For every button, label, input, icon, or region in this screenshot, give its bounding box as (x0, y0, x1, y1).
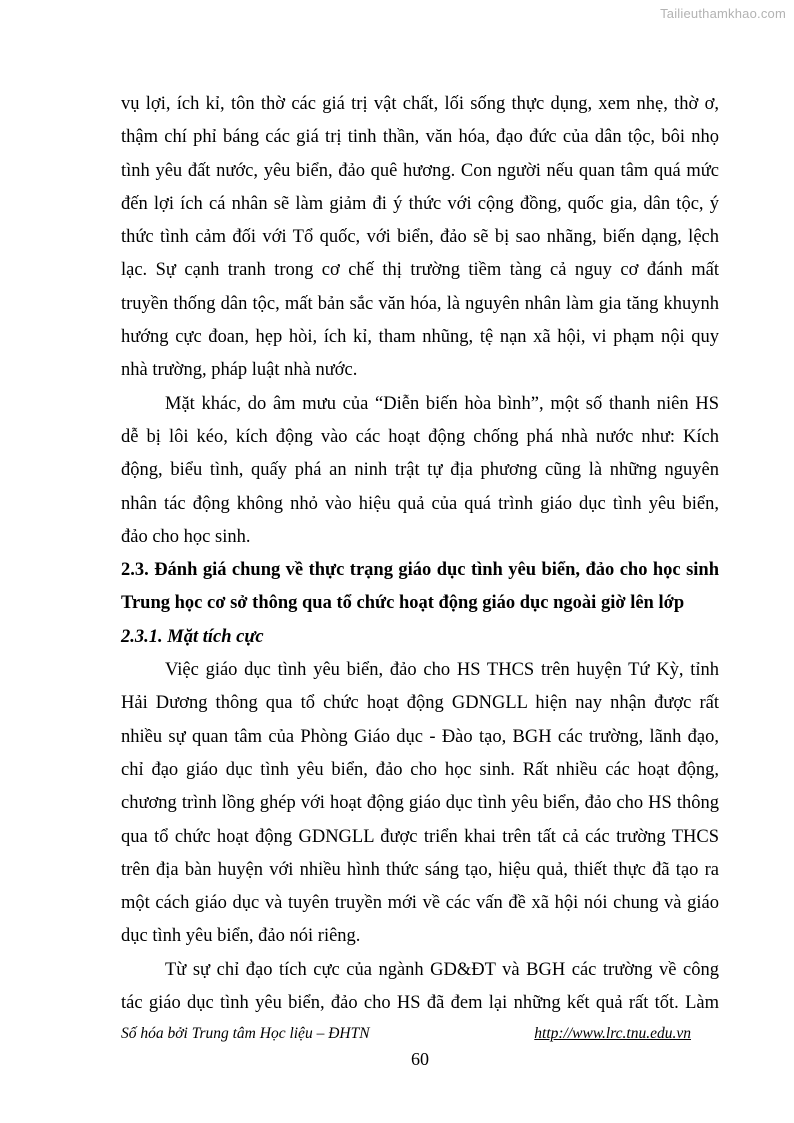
heading-line: 2.3. Đánh giá chung về thực trạng giáo dục tình yêu biển, đảo cho học sinh (121, 560, 719, 581)
text-line: tình yêu đất nước, yêu biển, đảo quê hương. Con người nếu quan tâm quá mức (121, 160, 719, 181)
text-line: dễ bị lôi kéo, kích động vào các hoạt động chống phá nhà nước như: Kích (121, 426, 719, 447)
text-line: tác giáo dục tình yêu biển, đảo cho HS đã đem lại những kết quả rất tốt. Làm (121, 993, 719, 1014)
watermark: Tailieuthamkhao.com (660, 6, 786, 21)
text-line: Việc giáo dục tình yêu biển, đảo cho HS THCS trên huyện Tứ Kỳ, tỉnh (165, 660, 719, 681)
text-line: chương trình lồng ghép với hoạt động giáo dục tình yêu biển, đảo cho HS thông (121, 793, 719, 814)
paragraph (121, 388, 719, 554)
paragraph (121, 654, 719, 954)
text-line: Hải Dương thông qua tổ chức hoạt động GDNGLL hiện nay nhận được rất (121, 693, 719, 714)
text-line: động, biểu tình, quấy phá an ninh trật tự địa phương cũng là những nguyên (121, 460, 719, 481)
text-line: nhân tác động không nhỏ vào hiệu quả của quá trình giáo dục tình yêu biển, (121, 493, 719, 514)
text-line: một cách giáo dục và tuyên truyền mới về các vấn đề xã hội nói chung và giáo (121, 893, 719, 914)
text-line: Từ sự chỉ đạo tích cực của ngành GD&ĐT và BGH các trường về công (165, 959, 719, 980)
footer-link[interactable]: http://www.lrc.tnu.edu.vn (534, 1025, 691, 1042)
page-content (121, 88, 719, 1020)
page-number: 60 (411, 1049, 429, 1069)
text-line: nhà trường, pháp luật nhà nước. (121, 360, 358, 381)
paragraph (121, 88, 719, 388)
text-line: thức tình cảm đối với Tổ quốc, với biển, đảo sẽ bị sao nhãng, biến dạng, lệch (121, 227, 719, 248)
text-line: đến lợi ích cá nhân sẽ làm giảm đi ý thức với cộng đồng, quốc gia, dân tộc, ý (121, 193, 719, 214)
text-line: hướng cực đoan, hẹp hòi, ích kỉ, tham nhũng, tệ nạn xã hội, vi phạm nội quy (121, 327, 719, 348)
text-line: vụ lợi, ích kỉ, tôn thờ các giá trị vật chất, lối sống thực dụng, xem nhẹ, thờ ơ, (121, 94, 719, 114)
text-line: thậm chí phỉ báng các giá trị tinh thần, văn hóa, đạo đức của dân tộc, bôi nhọ (121, 127, 719, 148)
section-heading (121, 554, 719, 621)
text-line: đảo cho học sinh. (121, 526, 251, 547)
text-line: chỉ đạo giáo dục tình yêu biển, đảo cho học sinh. Rất nhiều các hoạt động, (121, 759, 719, 780)
text-line: trên địa bàn huyện với nhiều hình thức sáng tạo, hiệu quả, thiết thực đã tạo ra (121, 859, 719, 880)
heading-line: Trung học cơ sở thông qua tổ chức hoạt động giáo dục ngoài giờ lên lớp (121, 593, 685, 614)
text-line: qua tổ chức hoạt động GDNGLL được triển khai trên tất cả các trường THCS (121, 826, 719, 847)
text-line: truyền thống dân tộc, mất bản sắc văn hóa, là nguyên nhân làm gia tăng khuynh (121, 293, 719, 314)
text-line: nhiều sự quan tâm của Phòng Giáo dục - Đào tạo, BGH các trường, lãnh đạo, (121, 726, 719, 747)
footer-source: Số hóa bởi Trung tâm Học liệu – ĐHTN (121, 1025, 370, 1042)
text-line: lạc. Sự cạnh tranh trong cơ chế thị trường tiềm tàng cả nguy cơ đánh mất (121, 260, 719, 281)
text-line: dục tình yêu biển, đảo nói riêng. (121, 926, 361, 947)
subsection-heading: 2.3.1. Mặt tích cực (121, 626, 264, 647)
paragraph (121, 954, 719, 1021)
text-line: Mặt khác, do âm mưu của “Diễn biến hòa bình”, một số thanh niên HS (165, 393, 719, 414)
